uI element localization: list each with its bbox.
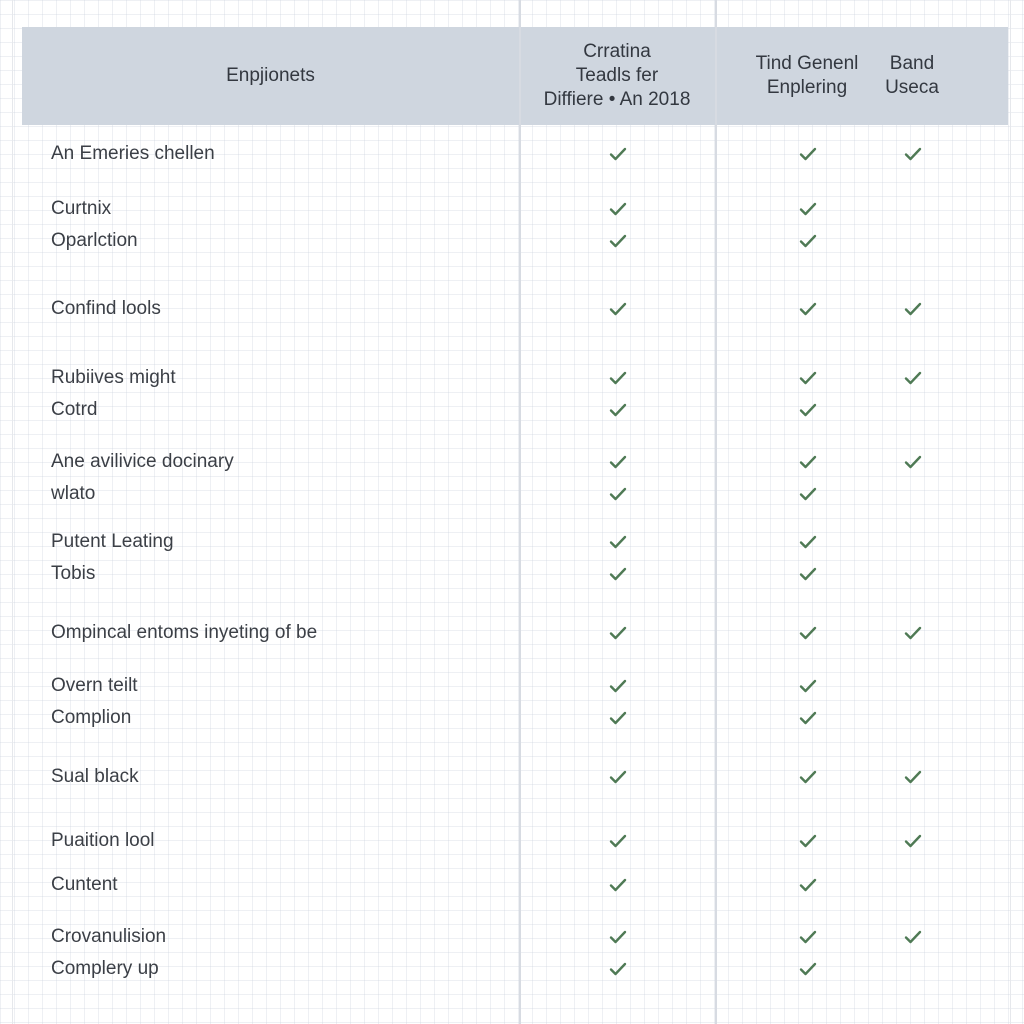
checkmark-icon [796, 704, 820, 732]
header-cell-band-usage: Band Useca [885, 53, 939, 98]
row-label: Confind lools [51, 298, 161, 319]
table-row [0, 619, 1024, 647]
table-row [0, 871, 1024, 899]
table-row [0, 528, 1024, 556]
checkmark-icon [606, 560, 630, 588]
table-row [0, 704, 1024, 732]
checkmark-icon [606, 763, 630, 791]
checkmark-icon [796, 364, 820, 392]
row-label: Sual black [51, 766, 139, 787]
row-label: wlato [51, 483, 96, 504]
checkmark-icon [901, 619, 925, 647]
checkmark-icon [606, 871, 630, 899]
checkmark-icon [606, 195, 630, 223]
header-cell-components: Enpjionets [226, 65, 315, 86]
checkmark-icon [606, 827, 630, 855]
checkmark-icon [796, 763, 820, 791]
checkmark-icon [901, 923, 925, 951]
checkmark-icon [796, 480, 820, 508]
table-header [22, 27, 1008, 125]
checkmark-icon [796, 396, 820, 424]
table-row [0, 672, 1024, 700]
table-row [0, 480, 1024, 508]
row-label: Cotrd [51, 399, 98, 420]
table-row [0, 140, 1024, 168]
checkmark-icon [606, 140, 630, 168]
checkmark-icon [796, 827, 820, 855]
table-row [0, 560, 1024, 588]
table-row [0, 827, 1024, 855]
row-label: Crovanulision [51, 926, 167, 947]
checkmark-icon [606, 448, 630, 476]
checkmark-icon [901, 295, 925, 323]
row-label: Rubiives might [51, 367, 176, 388]
checkmark-icon [796, 871, 820, 899]
checkmark-icon [796, 195, 820, 223]
checkmark-icon [606, 227, 630, 255]
table-row [0, 195, 1024, 223]
header-cell-creative-tools: Crratina Teadls fer Diffiere • An 2018 [543, 41, 691, 110]
checkmark-icon [901, 364, 925, 392]
checkmark-icon [796, 672, 820, 700]
row-label: Ane avilivice docinary [51, 451, 234, 472]
checkmark-icon [796, 227, 820, 255]
checkmark-icon [606, 955, 630, 983]
row-label: Ompincal entoms inyeting of be [51, 622, 318, 643]
checkmark-icon [606, 528, 630, 556]
checkmark-icon [606, 672, 630, 700]
row-label: Complery up [51, 958, 159, 979]
checkmark-icon [796, 140, 820, 168]
checkmark-icon [796, 295, 820, 323]
checkmark-icon [796, 955, 820, 983]
checkmark-icon [606, 295, 630, 323]
row-label: Overn teilt [51, 675, 138, 696]
table-row [0, 364, 1024, 392]
table-row [0, 396, 1024, 424]
table-row [0, 448, 1024, 476]
checkmark-icon [606, 619, 630, 647]
checkmark-icon [606, 396, 630, 424]
checkmark-icon [796, 528, 820, 556]
row-label: Oparlction [51, 230, 138, 251]
checkmark-icon [796, 560, 820, 588]
checkmark-icon [796, 923, 820, 951]
row-label: Cuntent [51, 874, 118, 895]
checkmark-icon [796, 448, 820, 476]
table-row [0, 763, 1024, 791]
row-label: Tobis [51, 563, 96, 584]
row-label: Curtnix [51, 198, 112, 219]
table-row [0, 295, 1024, 323]
header-cell-general-engineering: Tind Genenl Enplering [755, 53, 859, 98]
checkmark-icon [606, 480, 630, 508]
checkmark-icon [606, 364, 630, 392]
row-label: Puaition lool [51, 830, 155, 851]
row-label: An Emeries chellen [51, 143, 215, 164]
table-row [0, 923, 1024, 951]
row-label: Putent Leating [51, 531, 174, 552]
checkmark-icon [796, 619, 820, 647]
checkmark-icon [901, 763, 925, 791]
checkmark-icon [606, 704, 630, 732]
table-row [0, 227, 1024, 255]
checkmark-icon [901, 448, 925, 476]
row-label: Complion [51, 707, 132, 728]
checkmark-icon [901, 827, 925, 855]
table-row [0, 955, 1024, 983]
checkmark-icon [901, 140, 925, 168]
checkmark-icon [606, 923, 630, 951]
